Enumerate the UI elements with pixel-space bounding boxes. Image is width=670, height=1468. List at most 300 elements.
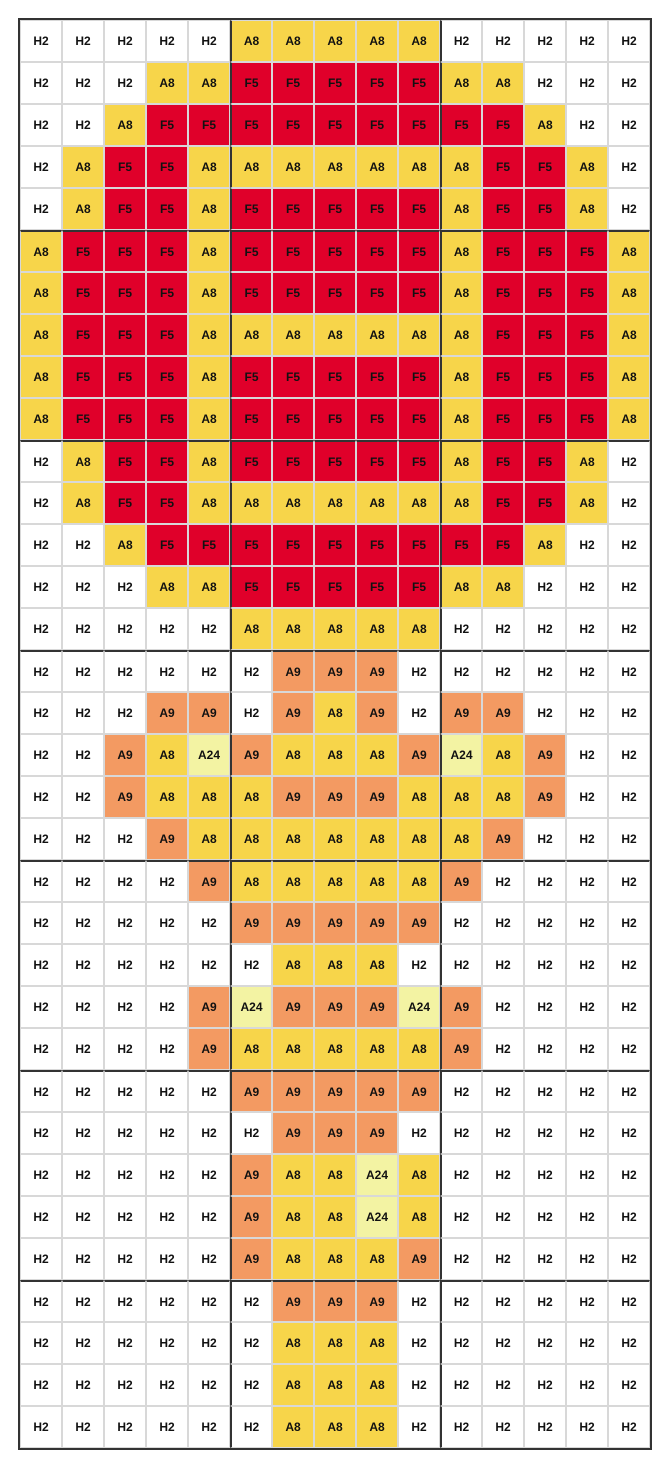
grid-cell: A8 xyxy=(566,146,608,188)
grid-cell: A8 xyxy=(398,1028,440,1070)
grid-cell: H2 xyxy=(230,692,272,734)
grid-cell: A8 xyxy=(272,1154,314,1196)
grid-cell: H2 xyxy=(146,902,188,944)
grid-cell: F5 xyxy=(104,230,146,272)
grid-cell: H2 xyxy=(566,1154,608,1196)
grid-cell: A8 xyxy=(188,818,230,860)
grid-cell: A8 xyxy=(104,104,146,146)
grid-cell: F5 xyxy=(524,440,566,482)
grid-cell: A9 xyxy=(398,1238,440,1280)
grid-cell: A8 xyxy=(146,776,188,818)
grid-cell: H2 xyxy=(440,1112,482,1154)
grid-cell: A8 xyxy=(188,356,230,398)
grid-cell: H2 xyxy=(608,776,650,818)
grid-cell: H2 xyxy=(398,1280,440,1322)
grid-cell: H2 xyxy=(608,1364,650,1406)
grid-cell: H2 xyxy=(566,902,608,944)
grid-cell: F5 xyxy=(230,230,272,272)
grid-cell: H2 xyxy=(608,1028,650,1070)
grid-cell: F5 xyxy=(314,272,356,314)
grid-cell: A8 xyxy=(440,566,482,608)
grid-cell: F5 xyxy=(398,398,440,440)
grid-cell: H2 xyxy=(566,1322,608,1364)
grid-cell: H2 xyxy=(20,608,62,650)
grid-cell: A8 xyxy=(272,1238,314,1280)
grid-cell: A8 xyxy=(314,146,356,188)
grid-cell: A8 xyxy=(608,356,650,398)
grid-cell: H2 xyxy=(20,1364,62,1406)
grid-cell: A8 xyxy=(272,146,314,188)
grid-cell: F5 xyxy=(272,62,314,104)
grid-cell: F5 xyxy=(356,104,398,146)
grid-cell: A8 xyxy=(440,62,482,104)
grid-cell: H2 xyxy=(524,818,566,860)
grid-cell: F5 xyxy=(482,524,524,566)
grid-cell: A8 xyxy=(608,272,650,314)
grid-cell: H2 xyxy=(104,62,146,104)
grid-cell: F5 xyxy=(482,104,524,146)
grid-cell: A9 xyxy=(188,860,230,902)
grid-cell: H2 xyxy=(62,62,104,104)
grid-cell: H2 xyxy=(440,1322,482,1364)
grid-cell: A8 xyxy=(230,20,272,62)
grid-cell: A9 xyxy=(146,692,188,734)
grid-cell: F5 xyxy=(398,62,440,104)
grid-cell: A8 xyxy=(188,314,230,356)
grid-cell: F5 xyxy=(482,356,524,398)
grid-cell: F5 xyxy=(62,230,104,272)
grid-cell: F5 xyxy=(272,272,314,314)
grid-cell: A8 xyxy=(566,188,608,230)
grid-cell: A9 xyxy=(440,986,482,1028)
grid-cell: H2 xyxy=(188,944,230,986)
grid-cell: H2 xyxy=(482,1280,524,1322)
grid-cell: A8 xyxy=(356,1238,398,1280)
grid-cell: H2 xyxy=(524,566,566,608)
grid-cell: H2 xyxy=(146,1364,188,1406)
grid-cell: H2 xyxy=(62,860,104,902)
grid-cell: A9 xyxy=(104,776,146,818)
grid-cell: H2 xyxy=(104,1112,146,1154)
grid-cell: H2 xyxy=(146,1322,188,1364)
grid-cell: A9 xyxy=(272,986,314,1028)
grid-cell: A9 xyxy=(272,902,314,944)
grid-cell: A9 xyxy=(356,902,398,944)
grid-cell: F5 xyxy=(524,230,566,272)
grid-cell: H2 xyxy=(566,944,608,986)
grid-cell: H2 xyxy=(62,608,104,650)
grid-cell: A9 xyxy=(482,692,524,734)
grid-cell: A9 xyxy=(356,692,398,734)
grid-cell: A8 xyxy=(356,146,398,188)
grid-cell: H2 xyxy=(482,1154,524,1196)
grid-cell: A8 xyxy=(188,482,230,524)
grid-cell: F5 xyxy=(272,230,314,272)
grid-cell: H2 xyxy=(566,62,608,104)
grid-cell: A8 xyxy=(314,482,356,524)
grid-cell: F5 xyxy=(398,356,440,398)
grid-cell: F5 xyxy=(62,272,104,314)
grid-cell: A8 xyxy=(314,1364,356,1406)
grid-cell: A9 xyxy=(398,1070,440,1112)
grid-cell: A8 xyxy=(482,776,524,818)
grid-cell: H2 xyxy=(230,1112,272,1154)
grid-cell: H2 xyxy=(146,1028,188,1070)
grid-cell: H2 xyxy=(104,986,146,1028)
grid-cell: A8 xyxy=(314,734,356,776)
grid-cell: A9 xyxy=(356,776,398,818)
grid-cell: H2 xyxy=(566,734,608,776)
grid-cell: H2 xyxy=(482,860,524,902)
grid-cell: H2 xyxy=(524,1238,566,1280)
grid-cell: A8 xyxy=(608,230,650,272)
color-code-grid xyxy=(18,18,652,1450)
grid-cell: A8 xyxy=(314,20,356,62)
grid-cell: H2 xyxy=(104,944,146,986)
grid-cell: H2 xyxy=(566,566,608,608)
grid-cell: H2 xyxy=(608,818,650,860)
grid-cell: F5 xyxy=(104,272,146,314)
grid-cell: H2 xyxy=(608,146,650,188)
grid-cell: A8 xyxy=(356,482,398,524)
grid-cell: H2 xyxy=(20,146,62,188)
grid-cell: H2 xyxy=(104,1154,146,1196)
grid-cell: A9 xyxy=(230,902,272,944)
grid-cell: H2 xyxy=(188,1112,230,1154)
grid-cell: H2 xyxy=(524,1070,566,1112)
grid-cell: A8 xyxy=(314,608,356,650)
grid-cell: H2 xyxy=(608,1322,650,1364)
grid-cell: A8 xyxy=(272,314,314,356)
grid-cell: H2 xyxy=(146,1196,188,1238)
grid-cell: H2 xyxy=(62,1280,104,1322)
grid-cell: A8 xyxy=(146,566,188,608)
grid-cell: A8 xyxy=(356,1406,398,1448)
grid-cell: H2 xyxy=(566,1112,608,1154)
grid-cell: A9 xyxy=(524,776,566,818)
grid-cell: A8 xyxy=(272,860,314,902)
grid-cell: H2 xyxy=(104,1028,146,1070)
grid-cell: F5 xyxy=(146,230,188,272)
grid-cell: H2 xyxy=(104,20,146,62)
grid-cell: H2 xyxy=(398,1322,440,1364)
grid-cell: H2 xyxy=(104,1070,146,1112)
grid-cell: H2 xyxy=(524,944,566,986)
grid-cell: A8 xyxy=(314,1028,356,1070)
grid-cell: H2 xyxy=(20,692,62,734)
grid-cell: F5 xyxy=(146,356,188,398)
grid-cell: A8 xyxy=(314,1238,356,1280)
grid-cell: H2 xyxy=(440,902,482,944)
grid-cell: H2 xyxy=(608,188,650,230)
grid-cell: A24 xyxy=(230,986,272,1028)
grid-cell: A8 xyxy=(20,272,62,314)
grid-cell: H2 xyxy=(104,1280,146,1322)
grid-cell: H2 xyxy=(146,1154,188,1196)
grid-cell: H2 xyxy=(440,1280,482,1322)
grid-cell: F5 xyxy=(482,440,524,482)
grid-cell: F5 xyxy=(104,398,146,440)
grid-cell: H2 xyxy=(104,1406,146,1448)
grid-cell: H2 xyxy=(62,986,104,1028)
grid-cell: H2 xyxy=(440,1238,482,1280)
grid-cell: H2 xyxy=(188,1280,230,1322)
grid-cell: F5 xyxy=(314,566,356,608)
grid-cell: F5 xyxy=(62,314,104,356)
grid-cell: A8 xyxy=(272,1028,314,1070)
grid-cell: F5 xyxy=(356,566,398,608)
grid-cell: A8 xyxy=(20,230,62,272)
grid-cell: A9 xyxy=(398,734,440,776)
grid-cell: H2 xyxy=(62,944,104,986)
grid-cell: F5 xyxy=(104,314,146,356)
grid-cell: H2 xyxy=(482,20,524,62)
grid-cell: H2 xyxy=(62,566,104,608)
grid-cell: A9 xyxy=(188,1028,230,1070)
grid-cell: A8 xyxy=(314,692,356,734)
grid-cell: A9 xyxy=(356,1280,398,1322)
grid-cell: A8 xyxy=(482,734,524,776)
grid-cell: A8 xyxy=(20,398,62,440)
grid-cell: A9 xyxy=(524,734,566,776)
grid-cell: H2 xyxy=(608,692,650,734)
grid-cell: H2 xyxy=(398,692,440,734)
grid-cell: H2 xyxy=(482,1028,524,1070)
grid-cell: A8 xyxy=(272,818,314,860)
grid-cell: H2 xyxy=(20,1112,62,1154)
grid-cell: A8 xyxy=(62,188,104,230)
grid-cell: A8 xyxy=(524,104,566,146)
grid-cell: H2 xyxy=(398,650,440,692)
grid-cell: F5 xyxy=(524,482,566,524)
grid-cell: H2 xyxy=(608,734,650,776)
grid-cell: H2 xyxy=(524,902,566,944)
grid-cell: H2 xyxy=(608,944,650,986)
grid-cell: H2 xyxy=(608,902,650,944)
grid-cell: H2 xyxy=(608,1238,650,1280)
grid-cell: H2 xyxy=(482,650,524,692)
grid-cell: F5 xyxy=(524,146,566,188)
grid-cell: H2 xyxy=(62,20,104,62)
grid-cell: A8 xyxy=(356,20,398,62)
grid-cell: H2 xyxy=(62,902,104,944)
grid-cell: F5 xyxy=(356,62,398,104)
grid-cell: H2 xyxy=(146,1112,188,1154)
grid-cell: A8 xyxy=(62,146,104,188)
grid-cell: F5 xyxy=(272,356,314,398)
grid-cell: H2 xyxy=(146,1238,188,1280)
grid-cell: H2 xyxy=(188,1406,230,1448)
grid-cell: F5 xyxy=(188,104,230,146)
grid-cell: F5 xyxy=(398,524,440,566)
grid-cell: A8 xyxy=(20,356,62,398)
grid-cell: H2 xyxy=(104,692,146,734)
grid-cell: H2 xyxy=(20,524,62,566)
grid-cell: H2 xyxy=(20,1280,62,1322)
grid-cell: F5 xyxy=(524,398,566,440)
grid-cell: F5 xyxy=(314,230,356,272)
grid-cell: F5 xyxy=(398,440,440,482)
grid-cell: H2 xyxy=(104,566,146,608)
grid-cell: A8 xyxy=(230,608,272,650)
grid-cell: H2 xyxy=(524,1280,566,1322)
grid-cell: A24 xyxy=(356,1196,398,1238)
grid-cell: F5 xyxy=(566,272,608,314)
grid-cell: F5 xyxy=(314,440,356,482)
grid-cell: H2 xyxy=(524,1364,566,1406)
grid-cell: H2 xyxy=(62,1238,104,1280)
grid-cell: H2 xyxy=(524,20,566,62)
grid-cell: A8 xyxy=(566,440,608,482)
grid-cell: F5 xyxy=(230,356,272,398)
grid-cell: H2 xyxy=(398,1112,440,1154)
grid-cell: H2 xyxy=(440,608,482,650)
grid-cell: A8 xyxy=(440,272,482,314)
grid-cell: A9 xyxy=(272,1280,314,1322)
grid-cell: H2 xyxy=(20,440,62,482)
grid-cell: A9 xyxy=(230,1238,272,1280)
grid-cell: H2 xyxy=(608,860,650,902)
grid-cell: H2 xyxy=(20,1196,62,1238)
grid-cell: A8 xyxy=(146,62,188,104)
grid-cell: F5 xyxy=(104,356,146,398)
grid-cell: F5 xyxy=(398,104,440,146)
grid-cell: H2 xyxy=(608,1112,650,1154)
grid-cell: A8 xyxy=(62,440,104,482)
grid-cell: A8 xyxy=(314,314,356,356)
grid-cell: A8 xyxy=(440,314,482,356)
grid-cell: H2 xyxy=(188,1070,230,1112)
grid-cell: H2 xyxy=(566,776,608,818)
grid-cell: A8 xyxy=(440,818,482,860)
grid-cell: A9 xyxy=(314,986,356,1028)
grid-cell: H2 xyxy=(62,1070,104,1112)
grid-cell: H2 xyxy=(62,1196,104,1238)
grid-cell: H2 xyxy=(104,860,146,902)
grid-cell: A9 xyxy=(188,692,230,734)
grid-cell: A8 xyxy=(356,1364,398,1406)
grid-cell: H2 xyxy=(230,1406,272,1448)
grid-cell: A8 xyxy=(272,944,314,986)
grid-cell: H2 xyxy=(20,482,62,524)
grid-cell: H2 xyxy=(62,1112,104,1154)
grid-cell: H2 xyxy=(566,1196,608,1238)
grid-cell: A9 xyxy=(314,1070,356,1112)
grid-cell: F5 xyxy=(104,188,146,230)
grid-cell: F5 xyxy=(272,566,314,608)
grid-cell: A8 xyxy=(398,20,440,62)
grid-cell: A8 xyxy=(188,440,230,482)
grid-cell: H2 xyxy=(440,944,482,986)
grid-cell: F5 xyxy=(356,440,398,482)
grid-cell: H2 xyxy=(440,650,482,692)
grid-cell: A8 xyxy=(62,482,104,524)
grid-cell: H2 xyxy=(566,860,608,902)
grid-cell: F5 xyxy=(482,146,524,188)
grid-cell: A8 xyxy=(356,734,398,776)
grid-cell: A9 xyxy=(272,650,314,692)
grid-cell: A9 xyxy=(440,860,482,902)
grid-cell: F5 xyxy=(566,230,608,272)
grid-cell: F5 xyxy=(482,272,524,314)
grid-cell: H2 xyxy=(524,650,566,692)
grid-cell: H2 xyxy=(104,818,146,860)
grid-cell: F5 xyxy=(230,524,272,566)
grid-cell: H2 xyxy=(482,1112,524,1154)
grid-cell: F5 xyxy=(314,398,356,440)
grid-cell: H2 xyxy=(608,608,650,650)
grid-cell: A9 xyxy=(272,1070,314,1112)
grid-cell: A8 xyxy=(230,776,272,818)
grid-cell: H2 xyxy=(62,776,104,818)
grid-cell: H2 xyxy=(398,1406,440,1448)
grid-cell: H2 xyxy=(20,62,62,104)
grid-cell: A9 xyxy=(146,818,188,860)
grid-cell: A8 xyxy=(356,1322,398,1364)
grid-cell: F5 xyxy=(188,524,230,566)
grid-cell: A8 xyxy=(188,230,230,272)
grid-cell: A8 xyxy=(398,818,440,860)
grid-cell: F5 xyxy=(104,482,146,524)
grid-cell: H2 xyxy=(230,1364,272,1406)
grid-cell: F5 xyxy=(146,188,188,230)
grid-cell: H2 xyxy=(146,1070,188,1112)
grid-cell: H2 xyxy=(524,1028,566,1070)
grid-cell: A8 xyxy=(314,860,356,902)
grid-cell: A8 xyxy=(20,314,62,356)
grid-cell: H2 xyxy=(146,20,188,62)
grid-cell: A9 xyxy=(272,1112,314,1154)
grid-cell: H2 xyxy=(188,1196,230,1238)
grid-cell: H2 xyxy=(566,692,608,734)
grid-cell: H2 xyxy=(482,1070,524,1112)
grid-cell: F5 xyxy=(482,314,524,356)
grid-cell: F5 xyxy=(314,524,356,566)
grid-cell: H2 xyxy=(566,1238,608,1280)
grid-cell: F5 xyxy=(272,398,314,440)
grid-cell: A9 xyxy=(356,986,398,1028)
grid-cell: F5 xyxy=(524,314,566,356)
grid-cell: A24 xyxy=(356,1154,398,1196)
grid-cell: H2 xyxy=(146,944,188,986)
grid-cell: A8 xyxy=(230,482,272,524)
grid-cell: H2 xyxy=(20,104,62,146)
grid-cell: H2 xyxy=(230,944,272,986)
grid-cell: A8 xyxy=(524,524,566,566)
grid-cell: H2 xyxy=(398,944,440,986)
grid-cell: A9 xyxy=(230,1070,272,1112)
grid-cell: H2 xyxy=(482,1364,524,1406)
grid-cell: F5 xyxy=(440,524,482,566)
grid-cell: H2 xyxy=(62,1154,104,1196)
grid-cell: F5 xyxy=(230,566,272,608)
grid-cell: A8 xyxy=(272,1196,314,1238)
grid-cell: A9 xyxy=(230,1154,272,1196)
grid-cell: A8 xyxy=(230,146,272,188)
grid-cell: H2 xyxy=(608,1280,650,1322)
grid-cell: F5 xyxy=(314,188,356,230)
grid-cell: H2 xyxy=(188,1322,230,1364)
grid-cell: H2 xyxy=(20,944,62,986)
grid-cell: H2 xyxy=(104,1364,146,1406)
grid-cell: H2 xyxy=(524,986,566,1028)
grid-cell: H2 xyxy=(62,524,104,566)
grid-cell: F5 xyxy=(566,398,608,440)
grid-cell: A24 xyxy=(398,986,440,1028)
grid-cell: A8 xyxy=(356,1028,398,1070)
grid-cell: F5 xyxy=(524,356,566,398)
grid-cell: A9 xyxy=(314,650,356,692)
